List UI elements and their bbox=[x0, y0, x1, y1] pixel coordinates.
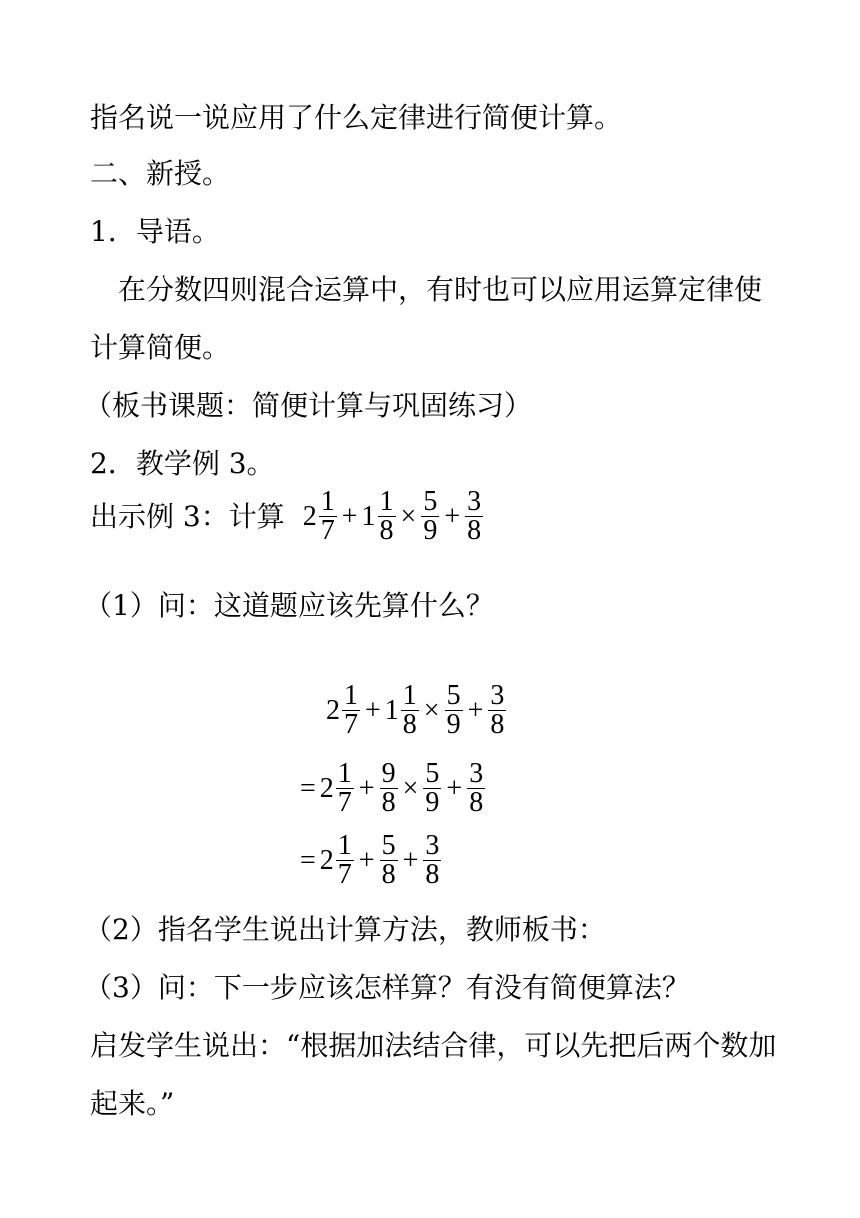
fraction bbox=[423, 832, 441, 889]
denominator: 8 bbox=[379, 515, 394, 546]
numerator: 1 bbox=[320, 486, 335, 517]
denominator: 8 bbox=[402, 709, 417, 740]
times-operator: × bbox=[402, 772, 419, 804]
numerator: 5 bbox=[446, 680, 461, 711]
times-operator: × bbox=[423, 694, 440, 726]
plus-operator: + bbox=[444, 500, 461, 532]
denominator: 7 bbox=[337, 787, 352, 818]
fraction bbox=[378, 488, 396, 545]
plus-operator: + bbox=[446, 772, 463, 804]
numerator: 3 bbox=[467, 486, 482, 517]
paragraph-line-1: 在分数四则混合运算中，有时也可以应用运算定律使 bbox=[118, 273, 763, 306]
whole-number: 1 bbox=[384, 694, 399, 726]
denominator: 7 bbox=[344, 709, 358, 740]
numerator: 1 bbox=[337, 758, 352, 789]
numerator: 1 bbox=[402, 680, 417, 711]
denominator: 9 bbox=[446, 709, 461, 740]
paragraph-line-2: 计算简便。 bbox=[90, 331, 231, 364]
worked-step-3 bbox=[300, 832, 442, 889]
question-1: （1）问：这道题应该先算什么？ bbox=[84, 589, 494, 622]
plus-operator: + bbox=[358, 844, 375, 876]
worked-step-1 bbox=[326, 682, 507, 739]
plus-operator: + bbox=[365, 694, 381, 726]
equals-sign: = bbox=[300, 844, 316, 876]
example-prompt-line bbox=[90, 488, 484, 545]
question-3: （3）问：下一步应该怎样算？有没有简便算法？ bbox=[84, 971, 690, 1004]
fraction bbox=[380, 760, 398, 817]
hint-line-2: 起来。” bbox=[90, 1087, 175, 1120]
denominator: 8 bbox=[490, 709, 505, 740]
numerator: 1 bbox=[344, 680, 358, 711]
fraction bbox=[488, 682, 506, 739]
numerator: 9 bbox=[381, 758, 396, 789]
fraction bbox=[421, 488, 439, 545]
numerator: 5 bbox=[381, 830, 396, 861]
hint-line-1: 启发学生说出：“根据加法结合律，可以先把后两个数加 bbox=[90, 1029, 777, 1062]
numerator: 3 bbox=[490, 680, 505, 711]
example-expression bbox=[303, 488, 484, 545]
denominator: 8 bbox=[381, 859, 396, 890]
section-heading-new-lesson: 二、新授。 bbox=[90, 157, 231, 190]
fraction bbox=[336, 760, 354, 817]
whole-number: 1 bbox=[361, 500, 376, 532]
numerator: 5 bbox=[423, 486, 438, 517]
denominator: 7 bbox=[337, 859, 352, 890]
question-2: （2）指名学生说出计算方法，教师板书： bbox=[84, 913, 606, 946]
fraction bbox=[401, 682, 419, 739]
fraction bbox=[423, 760, 441, 817]
numerator: 3 bbox=[469, 758, 484, 789]
denominator: 8 bbox=[469, 787, 484, 818]
numerator: 1 bbox=[379, 486, 394, 517]
fraction bbox=[342, 682, 360, 739]
whole-number: 2 bbox=[326, 694, 340, 726]
whole-number: 2 bbox=[319, 844, 334, 876]
plus-operator: + bbox=[358, 772, 375, 804]
fraction bbox=[445, 682, 463, 739]
plus-operator: + bbox=[467, 694, 484, 726]
numerator: 1 bbox=[337, 830, 352, 861]
whole-number: 2 bbox=[319, 772, 334, 804]
subsection-example-3: 2．教学例 3。 bbox=[90, 447, 275, 480]
fraction bbox=[319, 488, 337, 545]
fraction bbox=[467, 760, 485, 817]
fraction bbox=[380, 832, 398, 889]
fraction bbox=[465, 488, 483, 545]
subsection-intro: 1．导语。 bbox=[90, 215, 220, 248]
plus-operator: + bbox=[402, 844, 419, 876]
numerator: 3 bbox=[425, 830, 440, 861]
equals-sign: = bbox=[300, 772, 316, 804]
example-prompt-label: 出示例 3：计算 bbox=[90, 499, 285, 533]
times-operator: × bbox=[400, 500, 417, 532]
denominator: 7 bbox=[320, 515, 335, 546]
denominator: 8 bbox=[467, 515, 482, 546]
numerator: 5 bbox=[425, 758, 440, 789]
denominator: 8 bbox=[425, 859, 440, 890]
fraction bbox=[336, 832, 354, 889]
text-line-1: 指名说一说应用了什么定律进行简便计算。 bbox=[90, 101, 623, 134]
whole-number: 2 bbox=[302, 500, 317, 532]
plus-operator: + bbox=[341, 500, 358, 532]
denominator: 9 bbox=[425, 787, 440, 818]
worked-step-2 bbox=[300, 760, 486, 817]
board-title-note: （板书课题：简便计算与巩固练习） bbox=[84, 389, 533, 422]
denominator: 9 bbox=[423, 515, 438, 546]
denominator: 8 bbox=[381, 787, 396, 818]
